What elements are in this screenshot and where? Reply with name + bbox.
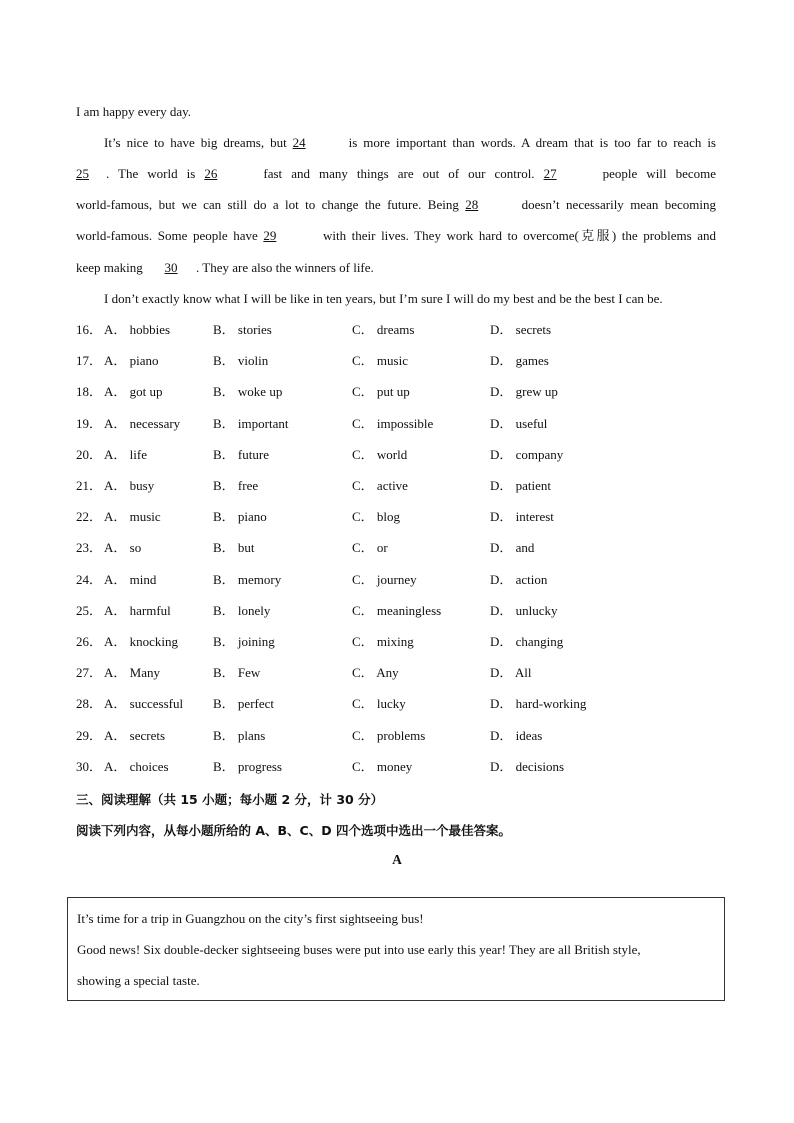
question-number: 28．	[76, 696, 103, 711]
reading-passage-box	[67, 897, 725, 1001]
option-d: D． ideas	[490, 728, 543, 743]
question-row	[76, 759, 716, 775]
option-b: B． free	[213, 478, 259, 493]
box-line: Good news! Six double-decker sightseeing buses were put into use early this year! They are all British style,	[77, 942, 641, 957]
option-b: B． perfect	[213, 696, 275, 711]
option-c: C． or	[352, 540, 388, 555]
passage-line: I am happy every day.	[76, 104, 192, 119]
box-line: showing a special taste.	[77, 973, 200, 988]
question-row	[76, 509, 716, 525]
option-a: A． mind	[104, 572, 157, 587]
option-b: B． piano	[213, 509, 267, 524]
question-number: 27．	[76, 665, 103, 680]
passage-line	[76, 260, 374, 276]
question-row	[76, 603, 716, 619]
passage-text: world-famous, but we can still do a lot to change the future. Being	[76, 197, 466, 212]
question-row	[76, 634, 716, 650]
option-d: D． and	[490, 540, 535, 555]
passage-line	[76, 197, 716, 213]
option-a: A． got up	[104, 384, 163, 399]
option-b: B． stories	[213, 322, 272, 337]
blank-30: 30	[164, 260, 178, 275]
option-b: B． Few	[213, 665, 261, 680]
option-b: B． lonely	[213, 603, 271, 618]
option-a: A． hobbies	[104, 322, 171, 337]
question-row	[76, 696, 716, 712]
option-a: A． knocking	[104, 634, 179, 649]
section-heading: 三、阅读理解（共 15 小题；每小题 2 分，计 30 分）	[76, 792, 384, 807]
option-a: A． choices	[104, 759, 169, 774]
option-c: C． music	[352, 353, 408, 368]
blank-24: 24	[292, 135, 306, 150]
question-number: 16．	[76, 322, 103, 337]
option-a: A． busy	[104, 478, 155, 493]
passage-text: fast and many things are out of our control.	[254, 166, 544, 181]
part-title: A	[392, 852, 402, 867]
option-a: A． successful	[104, 696, 184, 711]
blank-25: 25	[76, 166, 89, 181]
option-c: C． world	[352, 447, 408, 462]
blank-28: 28	[465, 197, 479, 212]
question-number: 30．	[76, 759, 103, 774]
option-b: B． woke up	[213, 384, 283, 399]
option-c: C． impossible	[352, 416, 434, 431]
option-d: D． unlucky	[490, 603, 558, 618]
question-number: 25．	[76, 603, 103, 618]
passage-text: people will become	[593, 166, 716, 181]
option-d: D． grew up	[490, 384, 558, 399]
question-row	[76, 572, 716, 588]
option-a: A． life	[104, 447, 147, 462]
question-number: 20．	[76, 447, 103, 462]
passage-line	[104, 135, 716, 151]
option-d: D． interest	[490, 509, 554, 524]
option-d: D． secrets	[490, 322, 552, 337]
passage-text: doesn’t necessarily mean becoming	[515, 197, 717, 212]
option-d: D． games	[490, 353, 549, 368]
passage-line: I don’t exactly know what I will be like in ten years, but I’m sure I will do my best and be the best I can be.	[104, 291, 663, 306]
passage-text: . They are also the winners of life.	[196, 260, 374, 275]
option-c: C． meaningless	[352, 603, 442, 618]
option-b: B． joining	[213, 634, 275, 649]
question-row	[76, 322, 716, 338]
question-row	[76, 416, 716, 432]
passage-line	[76, 166, 716, 182]
question-row	[76, 478, 716, 494]
question-row	[76, 665, 716, 681]
passage-text: keep making	[76, 260, 147, 275]
option-d: D． hard-working	[490, 696, 587, 711]
passage-text: with their lives. They work hard to overcome(克服) the problems and	[317, 228, 716, 243]
question-number: 18．	[76, 384, 103, 399]
option-c: C． put up	[352, 384, 410, 399]
option-d: D． company	[490, 447, 564, 462]
option-c: C． blog	[352, 509, 401, 524]
blank-26: 26	[204, 166, 218, 181]
option-a: A． Many	[104, 665, 160, 680]
option-a: A． piano	[104, 353, 159, 368]
question-number: 26．	[76, 634, 103, 649]
option-d: D． patient	[490, 478, 552, 493]
section-instruction: 阅读下列内容，从每小题所给的 A、B、C、D 四个选项中选出一个最佳答案。	[76, 823, 511, 838]
option-a: A． so	[104, 540, 142, 555]
option-a: A． secrets	[104, 728, 166, 743]
option-b: B． plans	[213, 728, 266, 743]
option-d: D． changing	[490, 634, 564, 649]
option-b: B． but	[213, 540, 255, 555]
option-d: D． useful	[490, 416, 548, 431]
passage-line	[76, 228, 716, 244]
option-d: D． action	[490, 572, 548, 587]
option-a: A． necessary	[104, 416, 181, 431]
passage-text: is more important than words. A dream that is too far to reach is	[342, 135, 716, 150]
option-c: C． journey	[352, 572, 417, 587]
question-number: 19．	[76, 416, 103, 431]
question-number: 17．	[76, 353, 103, 368]
passage-text: It’s nice to have big dreams, but	[104, 135, 293, 150]
option-b: B． future	[213, 447, 269, 462]
question-row	[76, 447, 716, 463]
option-c: C． problems	[352, 728, 426, 743]
question-number: 21．	[76, 478, 103, 493]
question-row	[76, 540, 716, 556]
option-c: C． mixing	[352, 634, 414, 649]
question-number: 22．	[76, 509, 103, 524]
question-number: 24．	[76, 572, 103, 587]
option-b: B． important	[213, 416, 289, 431]
option-d: D． decisions	[490, 759, 565, 774]
option-a: A． music	[104, 509, 161, 524]
option-b: B． violin	[213, 353, 269, 368]
question-number: 29．	[76, 728, 103, 743]
option-d: D． All	[490, 665, 532, 680]
option-c: C． active	[352, 478, 408, 493]
option-c: C． Any	[352, 665, 399, 680]
question-row	[76, 384, 716, 400]
passage-text: world-famous. Some people have	[76, 228, 264, 243]
option-c: C． dreams	[352, 322, 415, 337]
option-c: C． money	[352, 759, 413, 774]
question-number: 23．	[76, 540, 103, 555]
passage-text: . The world is	[106, 166, 205, 181]
question-row	[76, 353, 716, 369]
option-c: C． lucky	[352, 696, 406, 711]
option-b: B． memory	[213, 572, 282, 587]
box-line: It’s time for a trip in Guangzhou on the city’s first sightseeing bus!	[77, 911, 424, 926]
blank-27: 27	[543, 166, 557, 181]
blank-29: 29	[263, 228, 277, 243]
question-row	[76, 728, 716, 744]
option-a: A． harmful	[104, 603, 171, 618]
option-b: B． progress	[213, 759, 282, 774]
